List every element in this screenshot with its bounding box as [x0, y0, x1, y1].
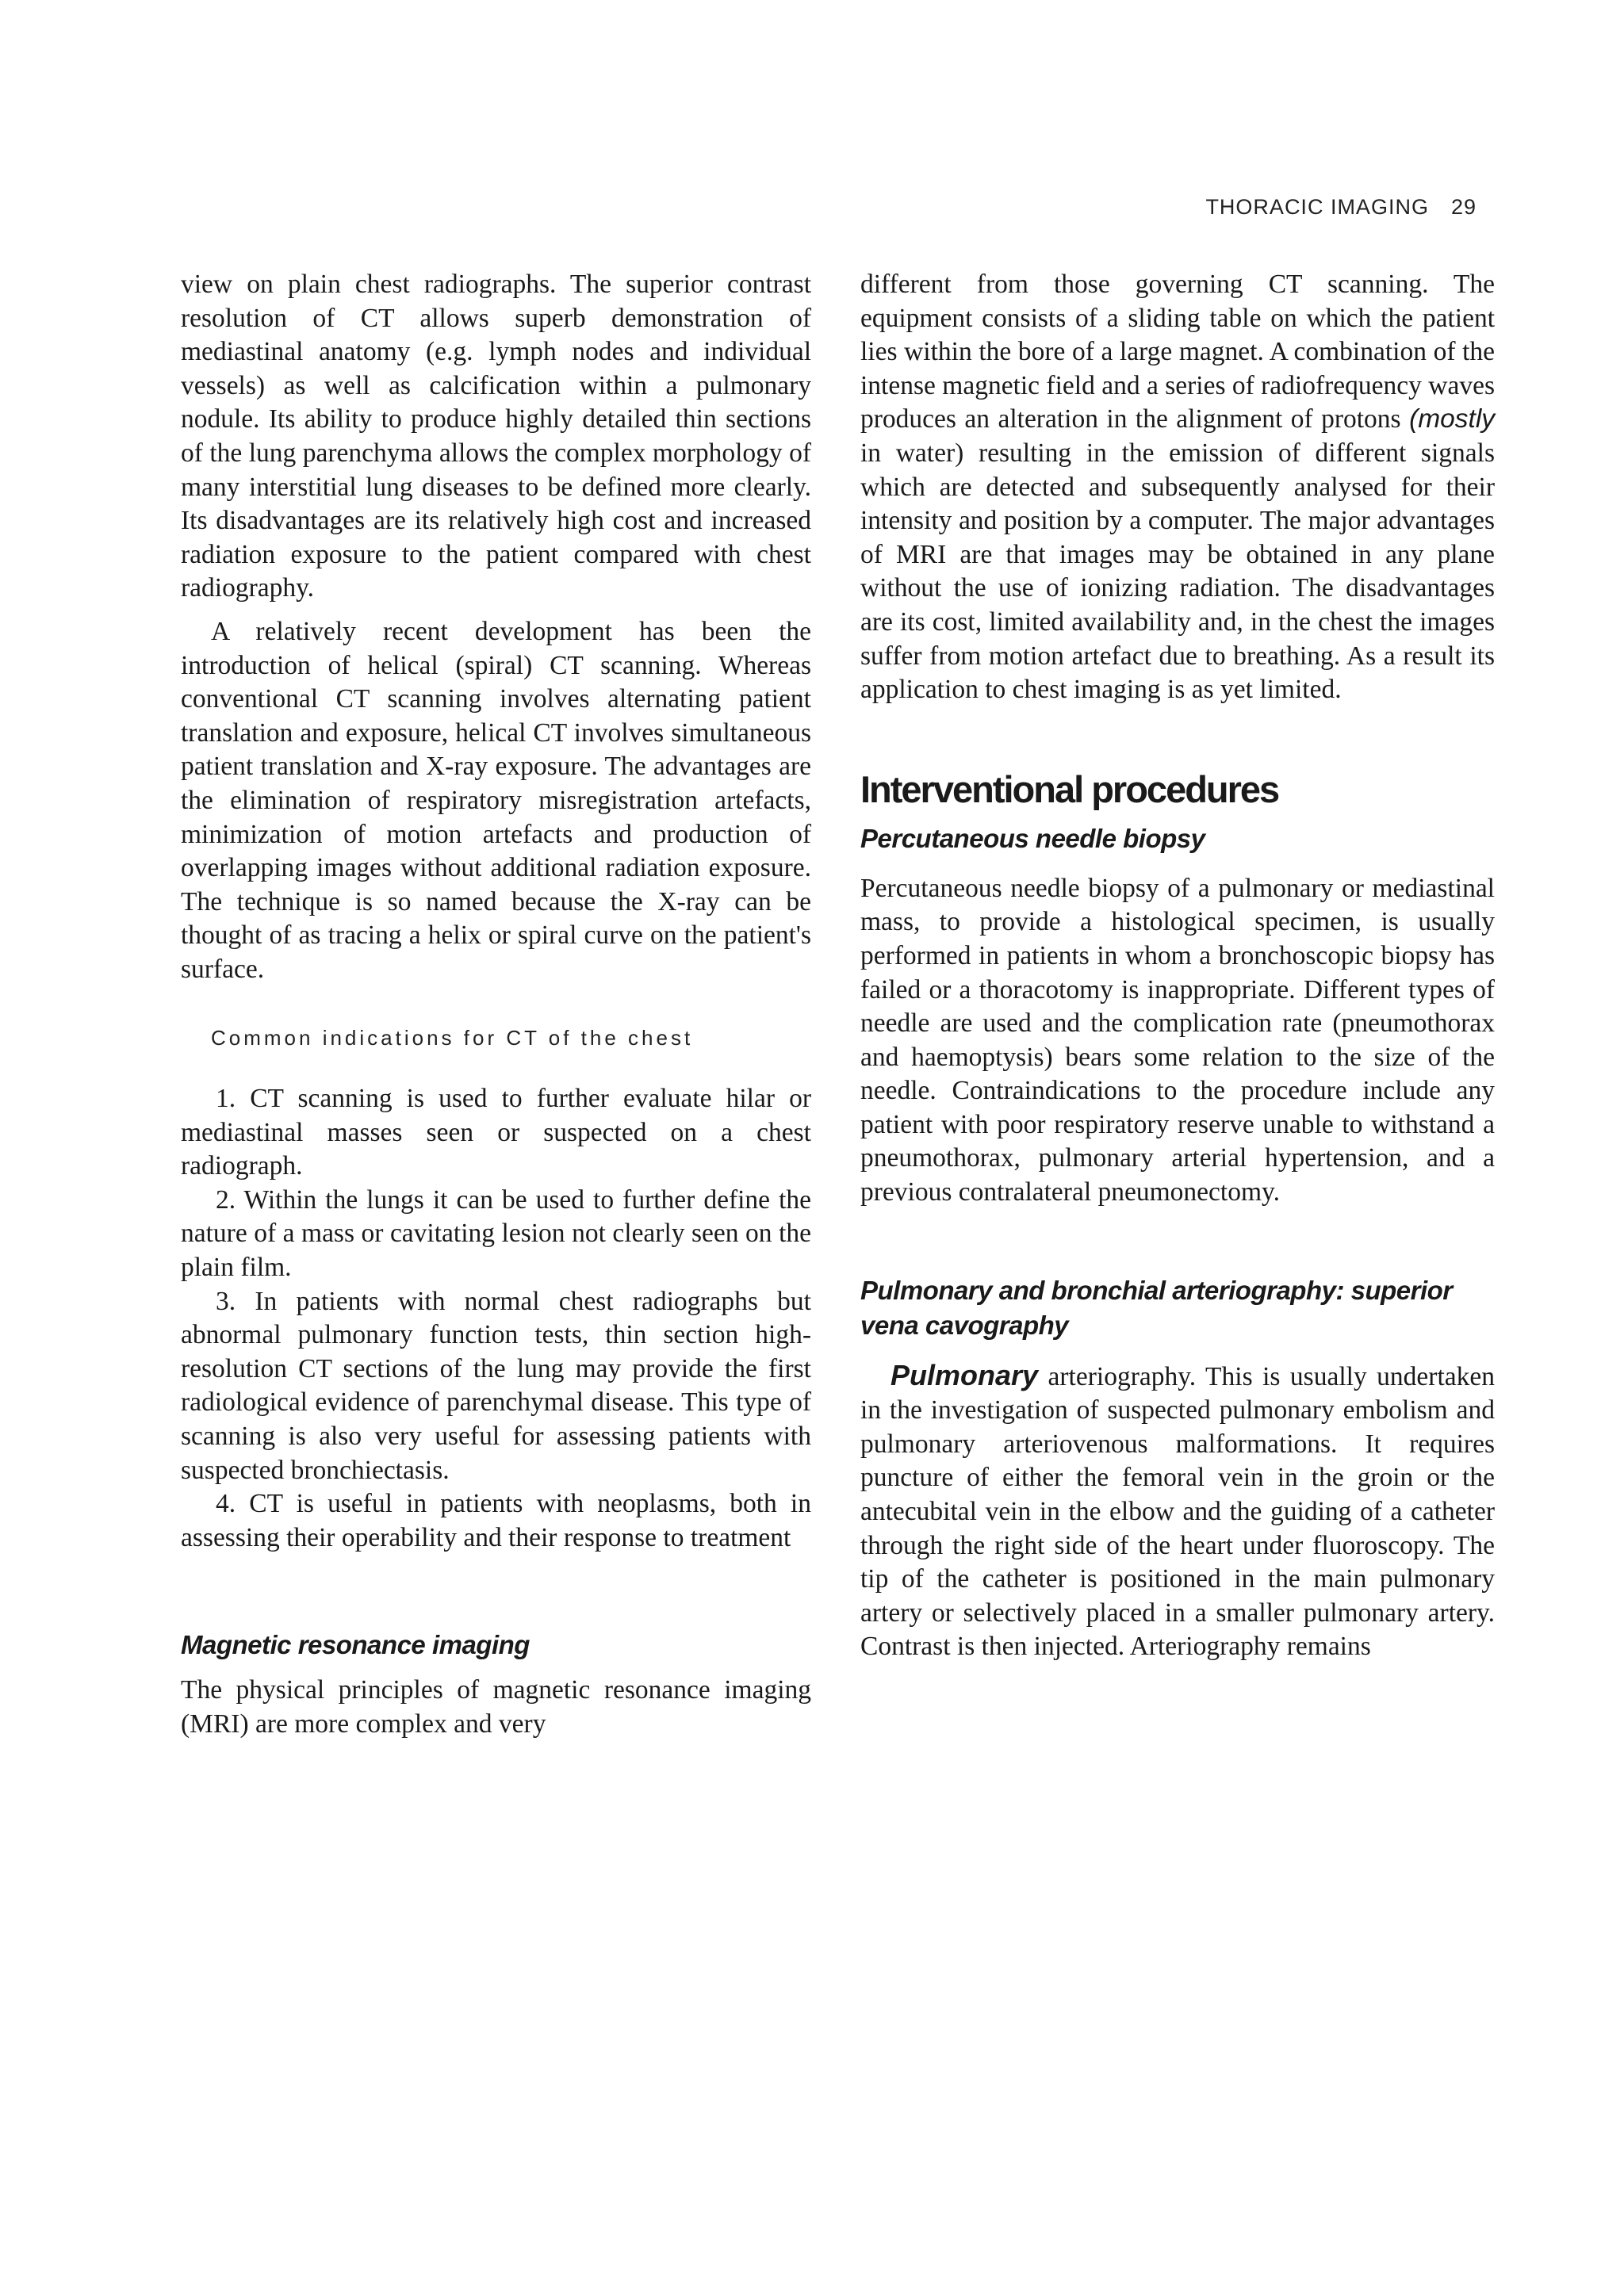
- arteriography-text: arteriography. This is usually undertaken in the investigation of suspected pulmonary embolism and pulmonary arteriovenous malformations. It requires puncture of either the femoral vein in the groin or the antecubital vein in the elbow and the guiding of a catheter through the right side of the heart under fluoroscopy. The tip of the catheter is positioned in the main pulmonary artery or selectively placed in a smaller pulmonary artery. Contrast is then injected. Arteriography remains: [860, 1361, 1495, 1662]
- needle-biopsy-heading: Percutaneous needle biopsy: [860, 823, 1205, 853]
- mri-text-part-b: in water) resulting in the emission of different signals which are detected and subsequently analysed for their intensity and position by a computer. The major advantages of MRI are that images may be obtained in any plane without the use of ionizing radiation. The disadvantages are its cost, limited availability and, in the chest the images suffer from motion artefact due to breathing. As a result its application to chest imaging is as yet limited.: [860, 438, 1495, 705]
- arteriography-paragraph: [860, 1359, 1495, 1664]
- needle-biopsy-paragraph: Percutaneous needle biopsy of a pulmonary or mediastinal mass, to provide a histological specimen, is usually performed in patients in whom a bronchoscopic biopsy has failed or a thoracotomy is inappropriate. Different types of needle are used and the complication rate (pneumothorax and haemoptysis) bears some relation to the size of the needle. Contraindications to the procedure include any patient with poor respiratory reserve unable to withstand a pneumothorax, pulmonary arterial hypertension, and a previous contralateral pneumonectomy.: [860, 873, 1495, 1207]
- ct-indication-item-4: 4. CT is useful in patients with neoplasms, both in assessing their operability and their response to treatment: [181, 1489, 811, 1552]
- running-head-title: THORACIC IMAGING: [1205, 195, 1429, 219]
- ct-indications-heading: Common indications for CT of the chest: [211, 1026, 694, 1050]
- arteriography-heading: Pulmonary and bronchial arteriography: superior vena cavography: [860, 1275, 1453, 1340]
- right-column: [860, 268, 1495, 1664]
- helical-ct-paragraph: A relatively recent development has been the introduction of helical (spiral) CT scanning. Whereas conventional CT scanning involves alternating patient translation and exposure, helical CT involves simultaneous patient translation and X-ray exposure. The advantages are the elimination of respiratory misregistration artefacts, minimization of motion artefacts and production of overlapping images without additional radiation exposure. The technique is so named because the X-ray can be thought of as tracing a helix or spiral curve on the patient's surface.: [181, 616, 811, 984]
- ct-indication-item-1: 1. CT scanning is used to further evaluate hilar or mediastinal masses seen or suspected on a chest radiograph.: [181, 1084, 811, 1181]
- mri-heading: Magnetic resonance imaging: [181, 1630, 530, 1660]
- mri-paragraph-continued: [860, 268, 1495, 707]
- arteriography-run-in: Pulmonary: [891, 1358, 1039, 1391]
- ct-indication-item-3: 3. In patients with normal chest radiographs but abnormal pulmonary function tests, thin section high-resolution CT sections of the lung may provide the first radiological evidence of parenchymal disease. This type of scanning is also very useful for assessing patients with suspected bronchiectasis.: [181, 1286, 811, 1485]
- interventional-procedures-heading: Interventional procedures: [860, 767, 1279, 810]
- ct-advantages-paragraph: view on plain chest radiographs. The superior contrast resolution of CT allows superb demonstration of mediastinal anatomy (e.g. lymph nodes and individual vessels) as well as calcification within a pulmonary nodule. Its ability to produce highly detailed thin sections of the lung parenchyma allows the complex morphology of many interstitial lung diseases to be defined more clearly. Its disadvantages are its relatively high cost and increased radiation exposure to the patient compared with chest radiography.: [181, 270, 811, 603]
- mri-text-italic: (mostly: [1409, 404, 1496, 434]
- page-number: 29: [1450, 195, 1477, 219]
- running-head: [1205, 195, 1477, 220]
- mri-text-part-a: different from those governing CT scanning. The equipment consists of a sliding table on which the patient lies within the bore of a large magnet. A combination of the intense magnetic field and a series of radiofrequency waves produces an alteration in the alignment of protons: [860, 270, 1495, 434]
- mri-paragraph-start: The physical principles of magnetic resonance imaging (MRI) are more complex and very: [181, 1675, 811, 1739]
- left-column: [181, 268, 811, 1742]
- ct-indication-item-2: 2. Within the lungs it can be used to further define the nature of a mass or cavitating lesion not clearly seen on the plain film.: [181, 1184, 811, 1283]
